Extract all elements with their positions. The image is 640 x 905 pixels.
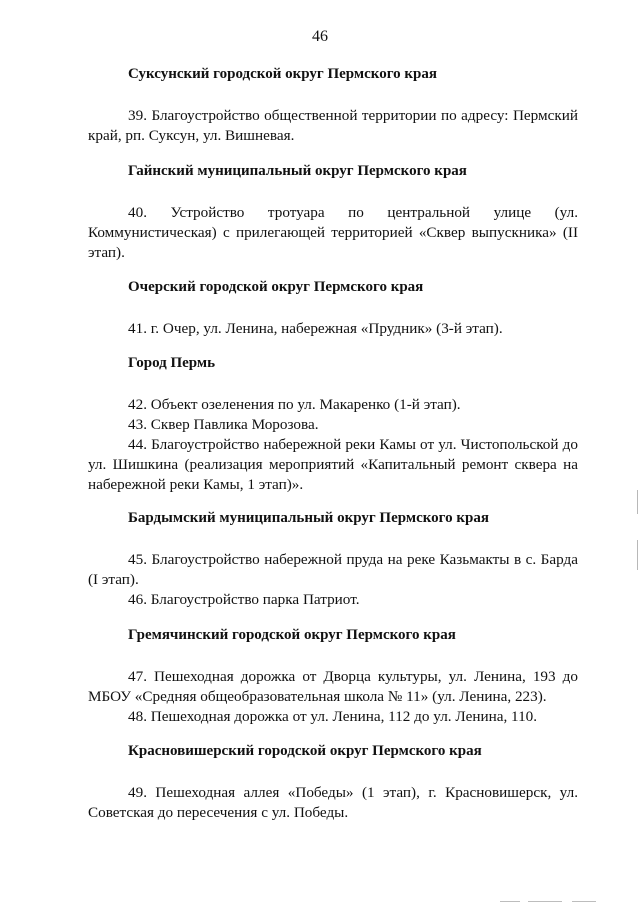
section-items [88, 783, 578, 823]
scan-edge-mark [637, 540, 638, 570]
list-item: 43. Сквер Павлика Морозова. [128, 416, 319, 433]
scan-bottom-mark [528, 901, 562, 902]
section-krasnovishersk [88, 741, 578, 823]
section-items [88, 319, 578, 339]
section-ocher [88, 277, 578, 339]
list-item: 47. Пешеходная дорожка от Дворца культуры, ул. Ленина, 193 до МБОУ «Средняя общеобразовательная школа № 11» (ул. Ленина, 223). [88, 668, 578, 705]
list-item: 45. Благоустройство набережной пруда на реке Казьмакты в с. Барда (I этап). [88, 551, 578, 588]
list-item: 48. Пешеходная дорожка от ул. Ленина, 112 до ул. Ленина, 110. [128, 708, 538, 725]
section-heading: Город Пермь [128, 355, 216, 371]
section-perm [88, 353, 578, 495]
section-items [88, 395, 578, 495]
section-items [88, 550, 578, 610]
section-heading: Гайнский муниципальный округ Пермского края [128, 163, 467, 179]
list-item: 39. Благоустройство общественной территории по адресу: Пермский край, рп. Суксун, ул. Вишневая. [88, 107, 578, 144]
section-suksun [88, 64, 578, 146]
list-item: 44. Благоустройство набережной реки Камы от ул. Чистопольской до ул. Шишкина (реализация мероприятий «Капитальный ремонт сквера на набережной реки Камы, 1 этап)». [88, 436, 578, 493]
scan-bottom-mark [500, 901, 520, 902]
section-items [88, 106, 578, 146]
scan-edge-mark [637, 490, 638, 514]
section-heading: Гремячинский городской округ Пермского края [128, 627, 456, 643]
section-heading: Очерский городской округ Пермского края [128, 279, 424, 295]
page-number: 46 [312, 28, 328, 45]
list-item: 40. Устройство тротуара по центральной улице (ул. Коммунистическая) с прилегающей территорией «Сквер выпускника» (II этап). [88, 204, 578, 261]
section-items [88, 667, 578, 727]
section-gainy [88, 161, 578, 263]
section-heading: Бардымский муниципальный округ Пермского края [128, 510, 489, 526]
section-heading: Суксунский городской округ Пермского края [128, 66, 437, 82]
section-gremyachinsk [88, 625, 578, 727]
section-bardymsky [88, 508, 578, 610]
list-item: 49. Пешеходная аллея «Победы» (1 этап), г. Красновишерск, ул. Советская до пересечения с ул. Победы. [88, 784, 578, 821]
section-heading: Красновишерский городской округ Пермского края [128, 743, 482, 759]
list-item: 42. Объект озеленения по ул. Макаренко (1-й этап). [128, 396, 461, 413]
list-item: 41. г. Очер, ул. Ленина, набережная «Прудник» (3-й этап). [128, 320, 503, 337]
list-item: 46. Благоустройство парка Патриот. [128, 591, 360, 608]
scan-bottom-mark [572, 901, 596, 902]
section-items [88, 203, 578, 263]
